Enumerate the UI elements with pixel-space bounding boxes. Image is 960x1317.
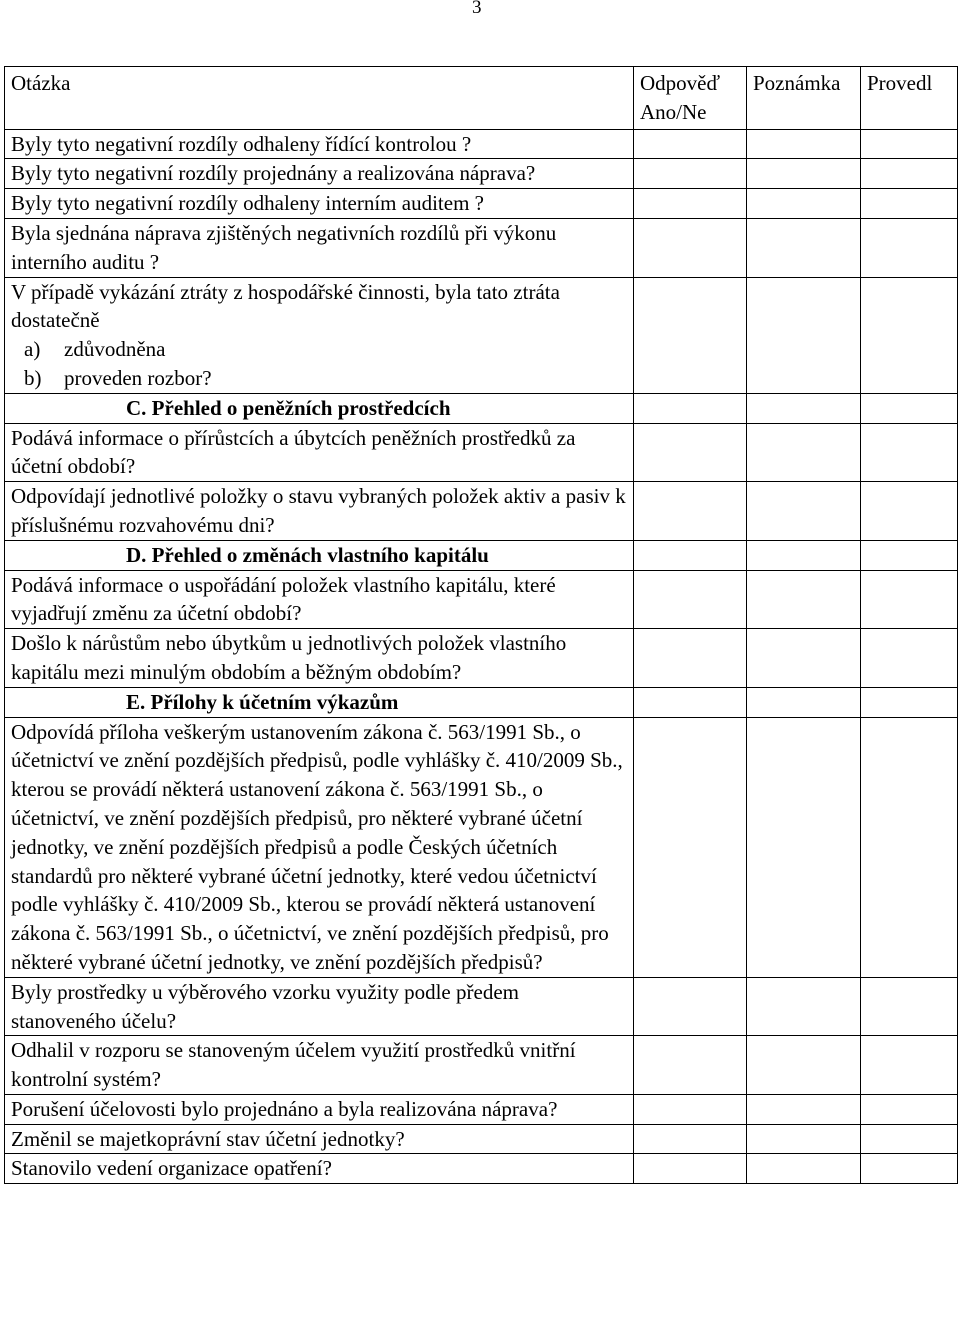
table-row [5, 189, 958, 219]
question-cell [5, 129, 634, 159]
question-text: Stanovilo vedení organizace opatření? [11, 1156, 332, 1181]
question-text: Podává informace o přírůstcích a úbytcích peněžních prostředků za účetní období? [11, 425, 576, 479]
question-text: Změnil se majetkoprávní stav účetní jednotky? [11, 1126, 405, 1151]
note-cell[interactable] [747, 277, 861, 393]
note-cell[interactable] [747, 687, 861, 717]
question-cell [5, 977, 634, 1036]
table-row [5, 277, 958, 393]
table-row [5, 1154, 958, 1184]
question-text: Odhalil v rozporu se stanoveným účelem využití prostředků vnitřní kontrolní systém? [11, 1038, 576, 1092]
done-by-cell[interactable] [861, 423, 958, 482]
question-cell [5, 570, 634, 629]
table-row [5, 1124, 958, 1154]
question-text: Došlo k nárůstům nebo úbytkům u jednotlivých položek vlastního kapitálu mezi minulým obdobím a běžným obdobím? [11, 631, 567, 684]
question-cell [5, 159, 634, 189]
table-row [5, 570, 958, 629]
note-cell[interactable] [747, 189, 861, 219]
page-number: 3 [472, 0, 482, 18]
done-by-cell[interactable] [861, 159, 958, 189]
question-text: Byly tyto negativní rozdíly odhaleny řídící kontrolou ? [11, 131, 472, 156]
question-cell [5, 189, 634, 219]
question-cell [5, 1154, 634, 1184]
question-text: Podává informace o uspořádání položek vlastního kapitálu, které vyjadřují změnu za účetní období? [11, 572, 556, 626]
question-text: Byly tyto negativní rozdíly projednány a realizována náprava? [11, 161, 536, 186]
done-by-cell[interactable] [861, 629, 958, 688]
sub-item-text: proveden rozbor? [64, 365, 212, 390]
table-row [5, 129, 958, 159]
done-by-cell[interactable] [861, 540, 958, 570]
table-row [5, 629, 958, 688]
done-by-cell[interactable] [861, 218, 958, 277]
note-cell[interactable] [747, 1154, 861, 1184]
done-by-cell[interactable] [861, 717, 958, 977]
done-by-cell[interactable] [861, 277, 958, 393]
header-done-by [861, 67, 958, 130]
done-by-cell[interactable] [861, 1154, 958, 1184]
note-cell[interactable] [747, 393, 861, 423]
sub-item-marker: b) [24, 365, 42, 390]
question-text: Odpovídají jednotlivé položky o stavu vybraných položek aktiv a pasiv k příslušnému rozvahovému dni? [11, 484, 626, 537]
question-text: Porušení účelovosti bylo projednáno a byla realizována náprava? [11, 1096, 558, 1121]
table-row [5, 1036, 958, 1095]
section-heading-text: E. Přílohy k účetním výkazům [126, 689, 399, 714]
note-cell[interactable] [747, 540, 861, 570]
done-by-cell[interactable] [861, 482, 958, 541]
section-heading-row [5, 687, 958, 717]
table-row [5, 1094, 958, 1124]
question-cell [5, 629, 634, 688]
note-cell[interactable] [747, 977, 861, 1036]
question-text: Byly prostředky u výběrového vzorku využity podle předem stanoveného účelu? [11, 979, 519, 1033]
done-by-cell[interactable] [861, 129, 958, 159]
checklist-table [4, 66, 958, 1184]
header-note-label: Poznámka [753, 71, 841, 95]
answer-cell[interactable] [634, 482, 747, 541]
done-by-cell[interactable] [861, 1094, 958, 1124]
question-text: V případě vykázání ztráty z hospodářské činnosti, byla tato ztráta dostatečně [11, 279, 560, 333]
note-cell[interactable] [747, 129, 861, 159]
answer-cell[interactable] [634, 1036, 747, 1095]
table-row [5, 159, 958, 189]
question-text: Odpovídá příloha veškerým ustanovením zákona č. 563/1991 Sb., o účetnictví ve znění pozdějších předpisů, podle vyhlášky č. 410/2009 Sb., kterou se provádí některá ustanovení zákona č. 563/1991 Sb., o účetnictví, ve znění pozdějších předpisů, pro některé vybrané účetní jednotky, ve znění pozdějších předpisů a podle Českých účetních standardů pro některé vybrané účetní jednotky, které vedou účetnictví podle vyhlášky č. 410/2009 Sb., kterou se provádí některá ustanovení zákona č. 563/1991 Sb., o účetnictví, ve znění pozdějších předpisů, pro některé vybrané účetní jednotky, ve znění pozdějších předpisů? [11, 719, 623, 974]
note-cell[interactable] [747, 482, 861, 541]
section-heading-row [5, 540, 958, 570]
header-question [5, 67, 634, 130]
answer-cell[interactable] [634, 159, 747, 189]
answer-cell[interactable] [634, 189, 747, 219]
answer-cell[interactable] [634, 1154, 747, 1184]
done-by-cell[interactable] [861, 687, 958, 717]
note-cell[interactable] [747, 717, 861, 977]
answer-cell[interactable] [634, 1094, 747, 1124]
answer-cell[interactable] [634, 717, 747, 977]
header-answer-line1: Odpověď [640, 71, 721, 95]
table-row [5, 977, 958, 1036]
section-heading-text: D. Přehled o změnách vlastního kapitálu [126, 542, 489, 567]
sub-item-list [11, 335, 627, 393]
question-text: Byla sjednána náprava zjištěných negativních rozdílů při výkonu interního auditu ? [11, 220, 557, 274]
done-by-cell[interactable] [861, 570, 958, 629]
answer-cell[interactable] [634, 687, 747, 717]
note-cell[interactable] [747, 159, 861, 189]
question-cell [5, 1094, 634, 1124]
question-cell [5, 1036, 634, 1095]
table-row [5, 717, 958, 977]
sub-item [24, 364, 627, 393]
header-note [747, 67, 861, 130]
header-done-by-label: Provedl [867, 71, 933, 95]
done-by-cell[interactable] [861, 1124, 958, 1154]
done-by-cell[interactable] [861, 189, 958, 219]
answer-cell[interactable] [634, 629, 747, 688]
answer-cell[interactable] [634, 218, 747, 277]
answer-cell[interactable] [634, 393, 747, 423]
section-heading [5, 540, 634, 570]
header-question-label: Otázka [11, 71, 71, 95]
done-by-cell[interactable] [861, 1036, 958, 1095]
answer-cell[interactable] [634, 540, 747, 570]
question-cell [5, 1124, 634, 1154]
question-cell [5, 717, 634, 977]
sub-item-text: zdůvodněna [64, 337, 166, 362]
note-cell[interactable] [747, 629, 861, 688]
done-by-cell[interactable] [861, 393, 958, 423]
question-cell [5, 218, 634, 277]
sub-item [24, 335, 627, 364]
answer-cell[interactable] [634, 977, 747, 1036]
note-cell[interactable] [747, 1124, 861, 1154]
answer-cell[interactable] [634, 277, 747, 393]
question-text: Byly tyto negativní rozdíly odhaleny interním auditem ? [11, 191, 484, 216]
section-heading [5, 393, 634, 423]
note-cell[interactable] [747, 1036, 861, 1095]
header-answer [634, 67, 747, 130]
note-cell[interactable] [747, 570, 861, 629]
table-row [5, 218, 958, 277]
question-cell [5, 482, 634, 541]
note-cell[interactable] [747, 423, 861, 482]
note-cell[interactable] [747, 218, 861, 277]
note-cell[interactable] [747, 1094, 861, 1124]
table-row [5, 423, 958, 482]
answer-cell[interactable] [634, 129, 747, 159]
answer-cell[interactable] [634, 1124, 747, 1154]
answer-cell[interactable] [634, 423, 747, 482]
section-heading-row [5, 393, 958, 423]
header-answer-line2: Ano/Ne [640, 99, 707, 124]
table-header-row [5, 67, 958, 130]
section-heading-text: C. Přehled o peněžních prostředcích [126, 395, 451, 420]
section-heading [5, 687, 634, 717]
table-row [5, 482, 958, 541]
done-by-cell[interactable] [861, 977, 958, 1036]
question-cell [5, 423, 634, 482]
question-cell [5, 277, 634, 393]
answer-cell[interactable] [634, 570, 747, 629]
sub-item-marker: a) [24, 337, 41, 362]
